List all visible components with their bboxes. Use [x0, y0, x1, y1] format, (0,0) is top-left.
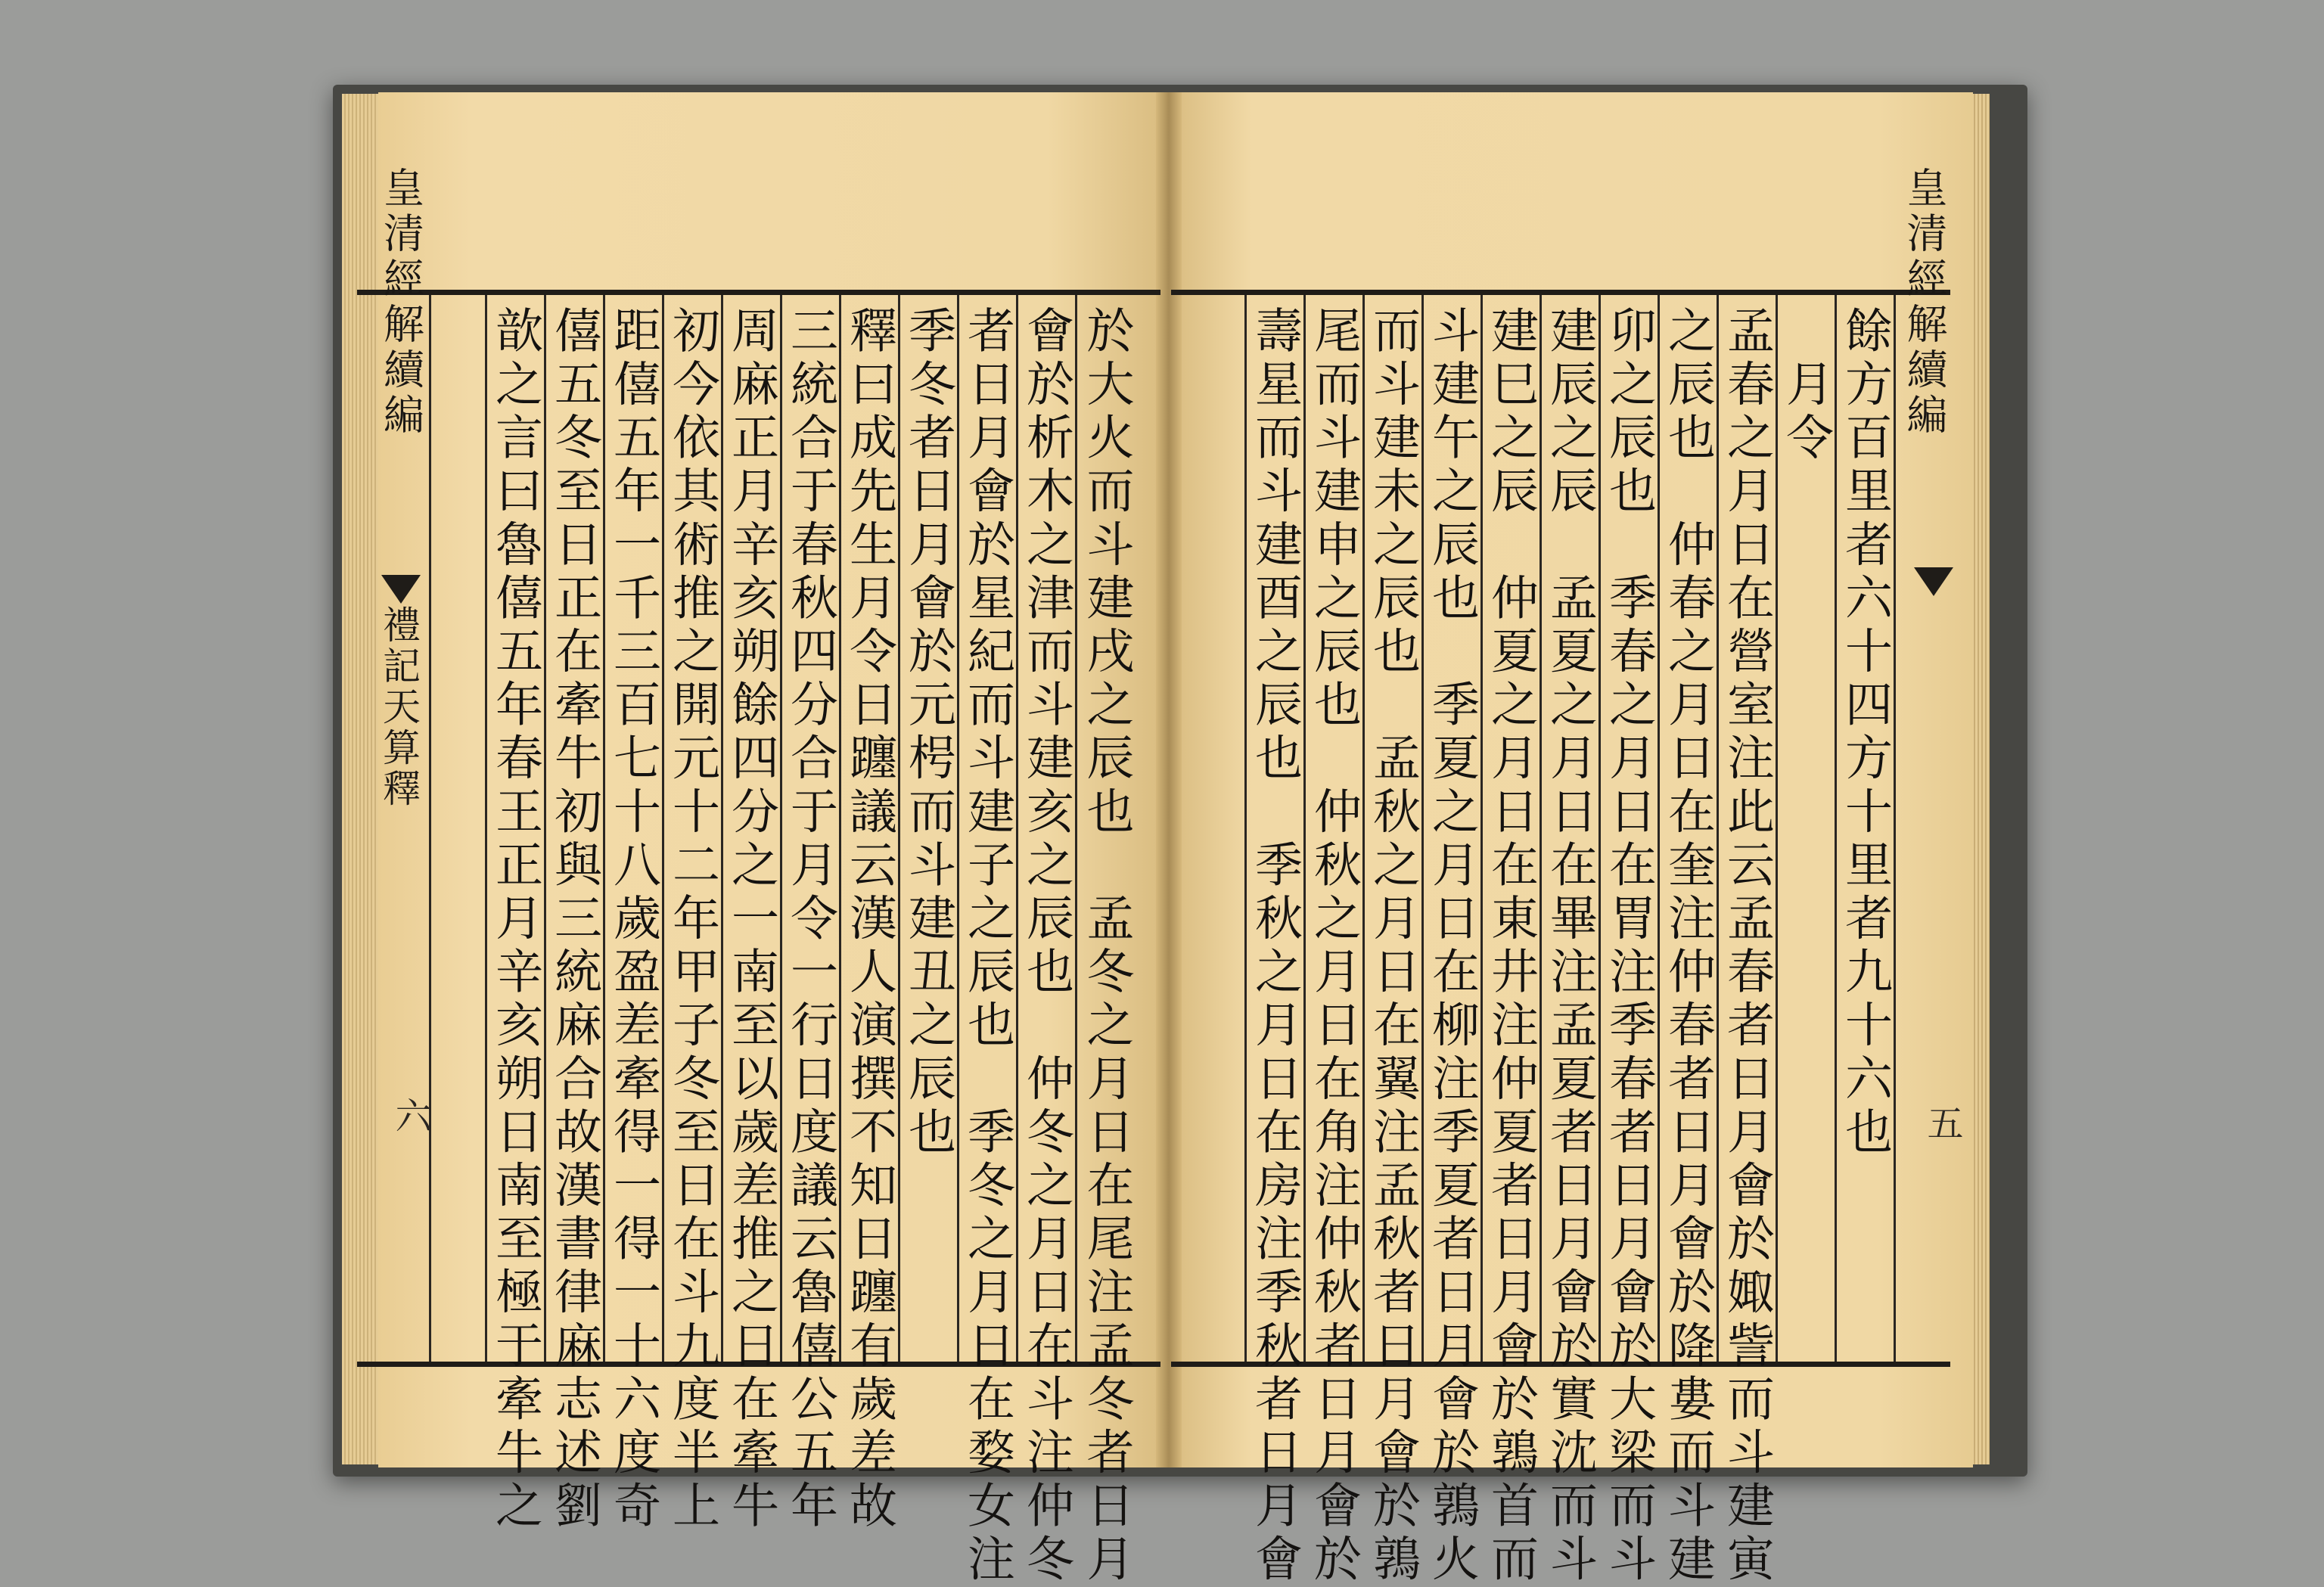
column-text: 者日月會於星紀而斗建子之辰也 季冬之月日在婺女注: [960, 306, 1015, 1587]
column-rule: [429, 295, 431, 1362]
column-text: 建巳之辰 仲夏之月日在東井注仲夏者日月會於鶉首而: [1484, 306, 1539, 1587]
left-margin-title: 皇清經解續編: [377, 166, 425, 439]
text-column: [487, 295, 544, 1534]
column-rule: [1776, 295, 1778, 1362]
column-text: 於大火而斗建戌之辰也 孟冬之月日在尾注孟冬者日月: [1079, 306, 1135, 1587]
column-text: 而斗建未之辰也 孟秋之月日在翼注孟秋者日月會於鶉: [1366, 306, 1421, 1587]
text-column: [1837, 295, 1894, 1362]
column-rule: [1421, 295, 1424, 1362]
column-rule: [544, 295, 546, 1362]
column-text: 距僖五年一千三百七十八歲盈差牽得一得一十六度奇: [606, 306, 661, 1534]
text-column: [1601, 295, 1658, 1587]
column-text: 之辰也 仲春之月日在奎注仲春者日月會於降婁而斗建: [1661, 306, 1716, 1587]
column-text: 孟春之月日在營室注此云孟春者日月會於娵訾而斗建寅: [1720, 306, 1775, 1587]
column-text: 尾而斗建申之辰也 仲秋之月日在角注仲秋者日月會於: [1306, 306, 1362, 1587]
left-folio-number: 六: [389, 1097, 431, 1133]
column-text: 僖五冬至日正在牽牛初與三統麻合故漢書律麻志述劉: [547, 306, 602, 1534]
column-text: 卯之辰也 季春之月日在胃注季春者日月會於大梁而斗: [1602, 306, 1657, 1587]
column-text: 三統合于春秋四分合于月令一行日度議云魯僖公五年: [783, 306, 838, 1534]
text-column: [1018, 295, 1075, 1587]
text-column: [841, 295, 898, 1534]
left-margin-column: [372, 166, 429, 1362]
text-column: [1306, 295, 1362, 1587]
column-text: 建辰之辰 孟夏之月日在畢注孟夏者日月會於實沈而斗: [1543, 306, 1598, 1587]
text-column: [1077, 295, 1136, 1587]
column-text: 餘方百里者六十四方十里者九十六也: [1838, 306, 1893, 1160]
column-text: 初今依其術推之開元十二年甲子冬至日在斗九度半上: [665, 306, 720, 1534]
column-rule: [1303, 295, 1306, 1362]
text-column: [1719, 295, 1776, 1587]
column-rule: [721, 295, 723, 1362]
column-text: 月令: [1779, 306, 1834, 466]
column-rule: [1480, 295, 1483, 1362]
text-column: [900, 295, 957, 1362]
text-column: [723, 295, 780, 1534]
right-margin-column: [1897, 166, 1950, 1362]
text-column: [605, 295, 662, 1534]
right-text-frame: [1171, 166, 1963, 1587]
text-column: [1542, 295, 1599, 1587]
left-text-frame: [357, 166, 1160, 1587]
column-rule: [1016, 295, 1018, 1362]
column-text: 歆之言曰魯僖五年春王正月辛亥朔日南至極于牽牛之: [488, 306, 543, 1534]
column-rule: [1244, 295, 1247, 1362]
column-rule: [1658, 295, 1660, 1362]
text-column: [1247, 295, 1303, 1587]
column-rule: [1362, 295, 1365, 1362]
column-text: 釋曰成先生月令日躔議云漢人演撰不知日躔有歲差故: [842, 306, 897, 1534]
column-rule: [662, 295, 664, 1362]
text-column: [959, 295, 1016, 1587]
column-rule: [898, 295, 900, 1362]
text-column: [1424, 295, 1480, 1587]
text-column: [782, 295, 839, 1534]
column-rule: [1835, 295, 1837, 1362]
text-column: [664, 295, 721, 1534]
column-rule: [780, 295, 782, 1362]
column-rule: [957, 295, 959, 1362]
text-column: [1365, 295, 1421, 1587]
column-text: 斗建午之辰也 季夏之月日在柳注季夏者日月會於鶉火: [1425, 306, 1480, 1587]
column-rule: [1717, 295, 1719, 1362]
left-margin-subtitle: 禮記天算釋: [377, 605, 421, 809]
column-rule: [485, 295, 487, 1362]
text-column: [546, 295, 603, 1534]
column-rule: [1539, 295, 1542, 1362]
column-text: 季冬者日月會於元枵而斗建丑之辰也: [901, 306, 956, 1160]
column-text: 壽星而斗建酉之辰也 季秋之月日在房注季秋者日月會: [1247, 306, 1303, 1587]
right-folio-number: 五: [1921, 1104, 1963, 1141]
column-text: 會於析木之津而斗建亥之辰也 仲冬之月日在斗注仲冬: [1019, 306, 1074, 1587]
column-rule: [1599, 295, 1601, 1362]
fish-tail-mark: [381, 575, 421, 604]
column-rule: [1894, 295, 1896, 1362]
column-rule: [1075, 295, 1077, 1362]
column-rule: [603, 295, 605, 1362]
text-column: [1483, 295, 1539, 1587]
column-rule: [839, 295, 841, 1362]
fish-tail-mark: [1914, 567, 1953, 596]
text-column: [1778, 295, 1835, 1362]
column-text: 周麻正月辛亥朔餘四分之一南至以歲差推之日在牽牛: [724, 306, 779, 1534]
text-column: [1660, 295, 1717, 1587]
right-margin-title: 皇清經解續編: [1900, 166, 1948, 439]
